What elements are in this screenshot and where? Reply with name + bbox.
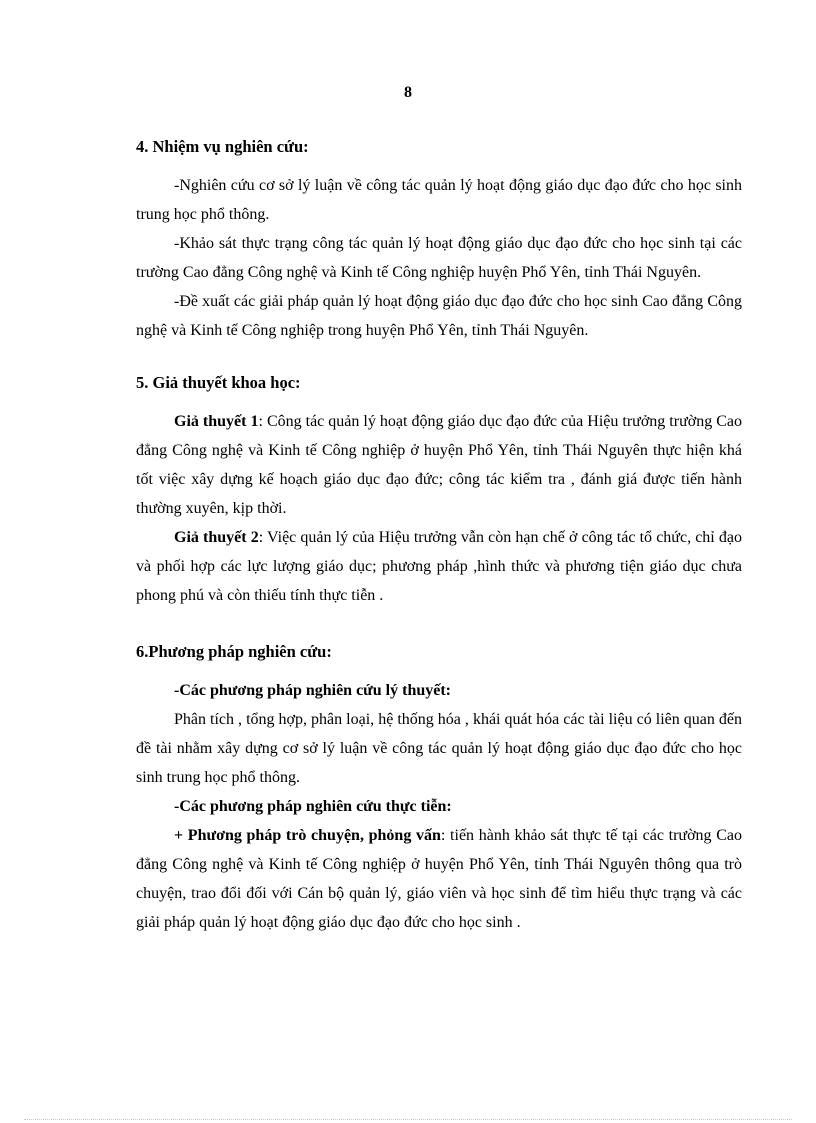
- section-4-paragraph-1: -Nghiên cứu cơ sở lý luận về công tác quản lý hoạt động giáo dục đạo đức cho học sinh trung học phổ thông.: [136, 177, 742, 223]
- page-content: [136, 132, 742, 937]
- hypothesis-1-paragraph: [136, 407, 742, 523]
- hypothesis-1-text: : Công tác quản lý hoạt động giáo dục đạo đức của Hiệu trưởng trường Cao đẳng Công nghệ và Kinh tế Công nghiệp ở huyện Phổ Yên, tỉnh Thái Nguyên thực hiện khá tốt việc xây dựng kế hoạch giáo dục đạo đức; công tác kiểm tra , đánh giá được tiến hành thường xuyên, kịp thời.: [136, 413, 742, 517]
- theory-methods-heading: -Các phương pháp nghiên cứu lý thuyết:: [174, 682, 452, 699]
- hypothesis-2-text: : Việc quản lý của Hiệu trưởng vẫn còn hạn chế ở công tác tổ chức, chỉ đạo và phối hợp các lực lượng giáo dục; phương pháp ,hình thức và phương tiện giáo dục chưa phong phú và còn thiếu tính thực tiễn .: [136, 529, 742, 604]
- interview-method-text: : tiến hành khảo sát thực tế tại các trường Cao đẳng Công nghệ và Kinh tế Công nghiệp ở huyện Phổ Yên, tỉnh Thái Nguyên thông qua trò chuyện, trao đổi đối với Cán bộ quản lý, giáo viên và học sinh để tìm hiểu thực trạng và các giải pháp quản lý hoạt động giáo dục đạo đức cho học sinh .: [136, 827, 743, 931]
- practice-methods-heading: -Các phương pháp nghiên cứu thực tiễn:: [174, 798, 452, 815]
- interview-method-paragraph: [136, 821, 742, 937]
- section-4-paragraph-3: -Đề xuất các giải pháp quản lý hoạt động giáo dục đạo đức cho học sinh Cao đẳng Công nghệ và Kinh tế Công nghiệp trong huyện Phổ Yên, tỉnh Thái Nguyên.: [136, 293, 742, 339]
- section-4-heading: 4. Nhiệm vụ nghiên cứu:: [136, 137, 309, 156]
- interview-method-label: + Phương pháp trò chuyện, phỏng vấn: [174, 827, 441, 844]
- section-5-heading: 5. Giả thuyết khoa học:: [136, 373, 301, 392]
- hypothesis-2-label: Giả thuyết 2: [174, 529, 259, 546]
- page-number: 8: [404, 84, 412, 101]
- hypothesis-2-paragraph: [136, 523, 742, 610]
- section-4-paragraph-2: -Khảo sát thực trạng công tác quản lý hoạt động giáo dục đạo đức cho học sinh tại các trường Cao đẳng Công nghệ và Kinh tế Công nghiệp huyện Phổ Yên, tỉnh Thái Nguyên.: [136, 235, 742, 281]
- section-6-heading: 6.Phương pháp nghiên cứu:: [136, 642, 332, 661]
- hypothesis-1-label: Giả thuyết 1: [174, 413, 259, 430]
- page-bottom-border: [24, 1119, 792, 1120]
- theory-methods-text: Phân tích , tổng hợp, phân loại, hệ thống hóa , khái quát hóa các tài liệu có liên quan đến đề tài nhằm xây dựng cơ sở lý luận về công tác quản lý hoạt động giáo dục đạo đức cho học sinh trung học phổ thông.: [136, 711, 742, 786]
